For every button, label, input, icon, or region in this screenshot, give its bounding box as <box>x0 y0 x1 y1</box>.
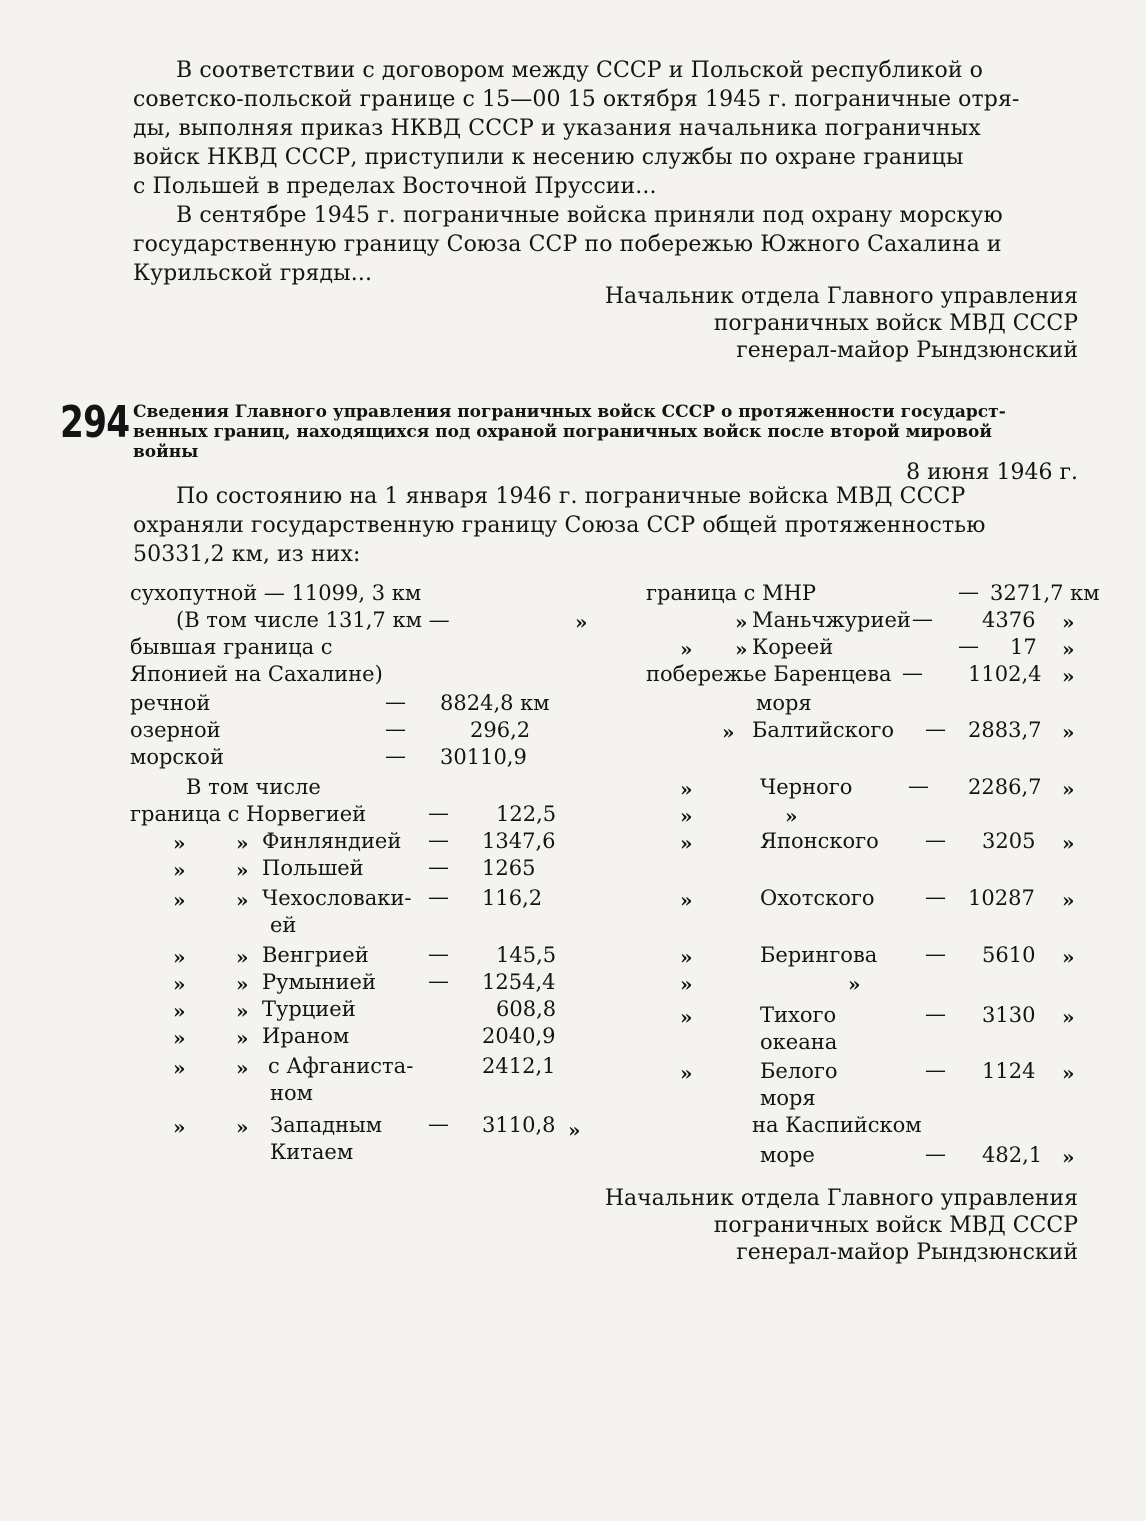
left-row-sea-value: 30110,9 <box>440 745 527 769</box>
dash: — <box>428 828 449 852</box>
left-row-west-china-label: Западным <box>270 1113 383 1137</box>
intro-p1-line-4: войск НКВД СССР, приступили к несению службы по охране границы <box>133 145 964 170</box>
signature-1-line-3: генерал-майор Рындзюнский <box>736 338 1078 363</box>
ditto-mark: » <box>680 888 693 912</box>
ditto-mark: » <box>236 945 249 969</box>
right-row-barents-value: 1102,4 <box>968 662 1042 686</box>
opening-line-2: охраняли государственную границу Союза ССР общей протяженностью <box>133 513 986 538</box>
left-row-norway-label: граница с Норвегией <box>130 802 367 826</box>
left-row-czechoslovakia-value: 116,2 <box>482 886 543 910</box>
left-row-czechoslovakia-label: Чехословаки- <box>262 886 412 910</box>
ditto-mark: » <box>680 945 693 969</box>
ditto-mark: » <box>1062 1145 1075 1169</box>
document-heading-line-3: войны <box>133 442 199 462</box>
left-row-afghanistan-cont: ном <box>270 1081 313 1105</box>
dash: — <box>428 942 449 966</box>
signature-2-line-3: генерал-майор Рындзюнский <box>736 1240 1078 1265</box>
right-row-pacific-cont: океана <box>760 1030 838 1054</box>
dash: — <box>958 580 979 604</box>
ditto-mark: » <box>680 1005 693 1029</box>
left-row-west-china-value: 3110,8 <box>482 1113 556 1137</box>
right-row-japan-sea-value: 3205 <box>982 829 1036 853</box>
ditto-mark: » <box>1062 637 1075 661</box>
left-row-river-value: 8824,8 км <box>440 691 550 715</box>
left-row-former-border: бывшая граница с <box>130 635 333 659</box>
dash: — <box>925 1142 946 1166</box>
ditto-mark: » <box>236 1115 249 1139</box>
left-row-finland-label: Финляндией <box>262 829 402 853</box>
ditto-mark: » <box>722 720 735 744</box>
opening-line-1: По состоянию на 1 января 1946 г. пограничные войска МВД СССР <box>176 484 966 509</box>
ditto-mark: » <box>236 858 249 882</box>
left-row-lake-label: озерной <box>130 718 221 742</box>
right-row-baltic-label: Балтийского <box>752 718 895 742</box>
signature-2-line-2: пограничных войск МВД СССР <box>713 1213 1078 1238</box>
left-row-romania-value: 1254,4 <box>482 970 556 994</box>
ditto-mark: » <box>1062 664 1075 688</box>
right-row-bering-value: 5610 <box>982 943 1036 967</box>
left-row-including: В том числе <box>186 775 321 799</box>
ditto-mark: » <box>236 888 249 912</box>
ditto-mark: » <box>680 804 693 828</box>
ditto-mark: » <box>680 637 693 661</box>
left-row-poland-label: Польшей <box>262 856 364 880</box>
right-row-white-label: Белого <box>760 1059 838 1083</box>
ditto-mark: » <box>173 945 186 969</box>
right-row-okhotsk-value: 10287 <box>968 886 1035 910</box>
dash: — <box>428 1112 449 1136</box>
dash: — <box>925 885 946 909</box>
signature-1-line-1: Начальник отдела Главного управления <box>604 284 1078 309</box>
document-heading-line-1: Сведения Главного управления пограничных войск СССР о протяженности государст- <box>133 402 1006 422</box>
document-heading <box>133 402 1083 462</box>
ditto-mark: » <box>236 972 249 996</box>
ditto-mark: » <box>848 972 861 996</box>
intro-p1-line-1: В соответствии с договором между СССР и Польской республикой о <box>176 58 984 83</box>
left-row-hungary-value: 145,5 <box>496 943 557 967</box>
dash: — <box>902 661 923 685</box>
left-row-turkey-value: 608,8 <box>496 997 557 1021</box>
right-row-korea-label: Кореей <box>752 635 834 659</box>
dash: — <box>385 744 406 768</box>
right-row-pacific-label: Тихого <box>760 1003 837 1027</box>
intro-p2-line-2: государственную границу Союза ССР по побережью Южного Сахалина и <box>133 232 1002 257</box>
ditto-mark: » <box>173 1026 186 1050</box>
left-row-river-label: речной <box>130 691 211 715</box>
ditto-mark: » <box>236 831 249 855</box>
right-row-barents-label: побережье Баренцева <box>646 662 892 686</box>
right-row-white-cont: моря <box>760 1086 816 1110</box>
ditto-mark: » <box>1062 1005 1075 1029</box>
opening-line-3: 50331,2 км, из них: <box>133 542 361 567</box>
intro-p1-line-3: ды, выполняя приказ НКВД СССР и указания начальника пограничных <box>133 116 981 141</box>
ditto-mark: » <box>568 1118 581 1142</box>
ditto-mark: » <box>1062 888 1075 912</box>
dash: — <box>925 828 946 852</box>
ditto-mark: » <box>1062 945 1075 969</box>
ditto-mark: » <box>236 999 249 1023</box>
dash: — <box>428 885 449 909</box>
document-date: 8 июня 1946 г. <box>906 460 1078 485</box>
left-row-lake-value: 296,2 <box>470 718 531 742</box>
intro-p1-line-2: советско-польской границе с 15—00 15 октября 1945 г. пограничные отря- <box>133 87 1020 112</box>
left-row-west-china-cont: Китаем <box>270 1140 354 1164</box>
ditto-mark: » <box>575 610 588 634</box>
dash: — <box>925 1002 946 1026</box>
ditto-mark: » <box>236 1056 249 1080</box>
right-row-mongolia-label: граница с МНР <box>646 581 817 605</box>
ditto-mark: » <box>173 831 186 855</box>
intro-p2-line-1: В сентябре 1945 г. пограничные войска приняли под охрану морскую <box>176 203 1003 228</box>
right-row-black-value: 2286,7 <box>968 775 1042 799</box>
ditto-mark: » <box>173 999 186 1023</box>
right-row-baltic-value: 2883,7 <box>968 718 1042 742</box>
left-row-norway-value: 122,5 <box>496 802 557 826</box>
dash: — <box>428 969 449 993</box>
ditto-mark: » <box>173 858 186 882</box>
dash: — <box>925 717 946 741</box>
ditto-mark: » <box>173 1056 186 1080</box>
left-row-japan-sakhalin: Японией на Сахалине) <box>130 662 383 686</box>
dash: — <box>428 801 449 825</box>
ditto-mark: » <box>1062 610 1075 634</box>
right-row-pacific-value: 3130 <box>982 1003 1036 1027</box>
left-row-sea-label: морской <box>130 745 224 769</box>
left-row-afghanistan-value: 2412,1 <box>482 1054 556 1078</box>
dash: — <box>925 942 946 966</box>
right-row-japan-sea-label: Японского <box>760 829 879 853</box>
dash: — <box>385 690 406 714</box>
dash: — <box>908 774 929 798</box>
right-row-okhotsk-label: Охотского <box>760 886 875 910</box>
ditto-mark: » <box>1062 831 1075 855</box>
document-heading-line-2: венных границ, находящихся под охраной пограничных войск после второй мировой <box>133 422 992 442</box>
right-row-korea-value: 17 <box>1010 635 1037 659</box>
left-row-turkey-label: Турцией <box>262 997 356 1021</box>
left-row-afghanistan-label: с Афганиста- <box>268 1054 414 1078</box>
ditto-mark: » <box>1062 777 1075 801</box>
ditto-mark: » <box>680 1061 693 1085</box>
intro-p2-line-3: Курильской гряды... <box>133 261 373 286</box>
ditto-mark: » <box>735 610 748 634</box>
ditto-mark: » <box>1062 720 1075 744</box>
left-row-land: сухопутной — 11099, 3 км <box>130 581 422 605</box>
ditto-mark: » <box>173 1115 186 1139</box>
right-row-black-label: Черного <box>760 775 853 799</box>
right-row-white-value: 1124 <box>982 1059 1036 1083</box>
signature-1-line-2: пограничных войск МВД СССР <box>713 311 1078 336</box>
dash: — <box>925 1058 946 1082</box>
right-row-caspian-value: 482,1 <box>982 1143 1043 1167</box>
left-row-incl-sakhalin: (В том числе 131,7 км — <box>176 608 450 632</box>
left-row-iran-label: Ираном <box>262 1024 350 1048</box>
left-row-romania-label: Румынией <box>262 970 376 994</box>
left-row-czechoslovakia-cont: ей <box>270 913 297 937</box>
ditto-mark: » <box>680 777 693 801</box>
dash: — <box>912 607 933 631</box>
right-row-manchuria-value: 4376 <box>982 608 1036 632</box>
signature-2-line-1: Начальник отдела Главного управления <box>604 1186 1078 1211</box>
ditto-mark: » <box>173 888 186 912</box>
left-row-poland-value: 1265 <box>482 856 536 880</box>
ditto-mark: » <box>173 972 186 996</box>
right-row-caspian-label: на Каспийском <box>752 1113 922 1137</box>
dash: — <box>428 855 449 879</box>
left-row-hungary-label: Венгрией <box>262 943 369 967</box>
right-row-bering-label: Берингова <box>760 943 878 967</box>
right-row-mongolia-value: 3271,7 км <box>990 581 1100 605</box>
document-number: 294 <box>60 397 130 448</box>
ditto-mark: » <box>735 637 748 661</box>
right-row-barents-cont: моря <box>756 691 812 715</box>
ditto-mark: » <box>785 804 798 828</box>
left-row-iran-value: 2040,9 <box>482 1024 556 1048</box>
right-row-manchuria-label: Маньчжурией <box>752 608 911 632</box>
dash: — <box>385 717 406 741</box>
left-row-finland-value: 1347,6 <box>482 829 556 853</box>
right-row-caspian-cont: море <box>760 1143 815 1167</box>
ditto-mark: » <box>1062 1061 1075 1085</box>
ditto-mark: » <box>680 831 693 855</box>
intro-p1-line-5: с Польшей в пределах Восточной Пруссии... <box>133 174 657 199</box>
ditto-mark: » <box>680 972 693 996</box>
ditto-mark: » <box>236 1026 249 1050</box>
dash: — <box>958 634 979 658</box>
